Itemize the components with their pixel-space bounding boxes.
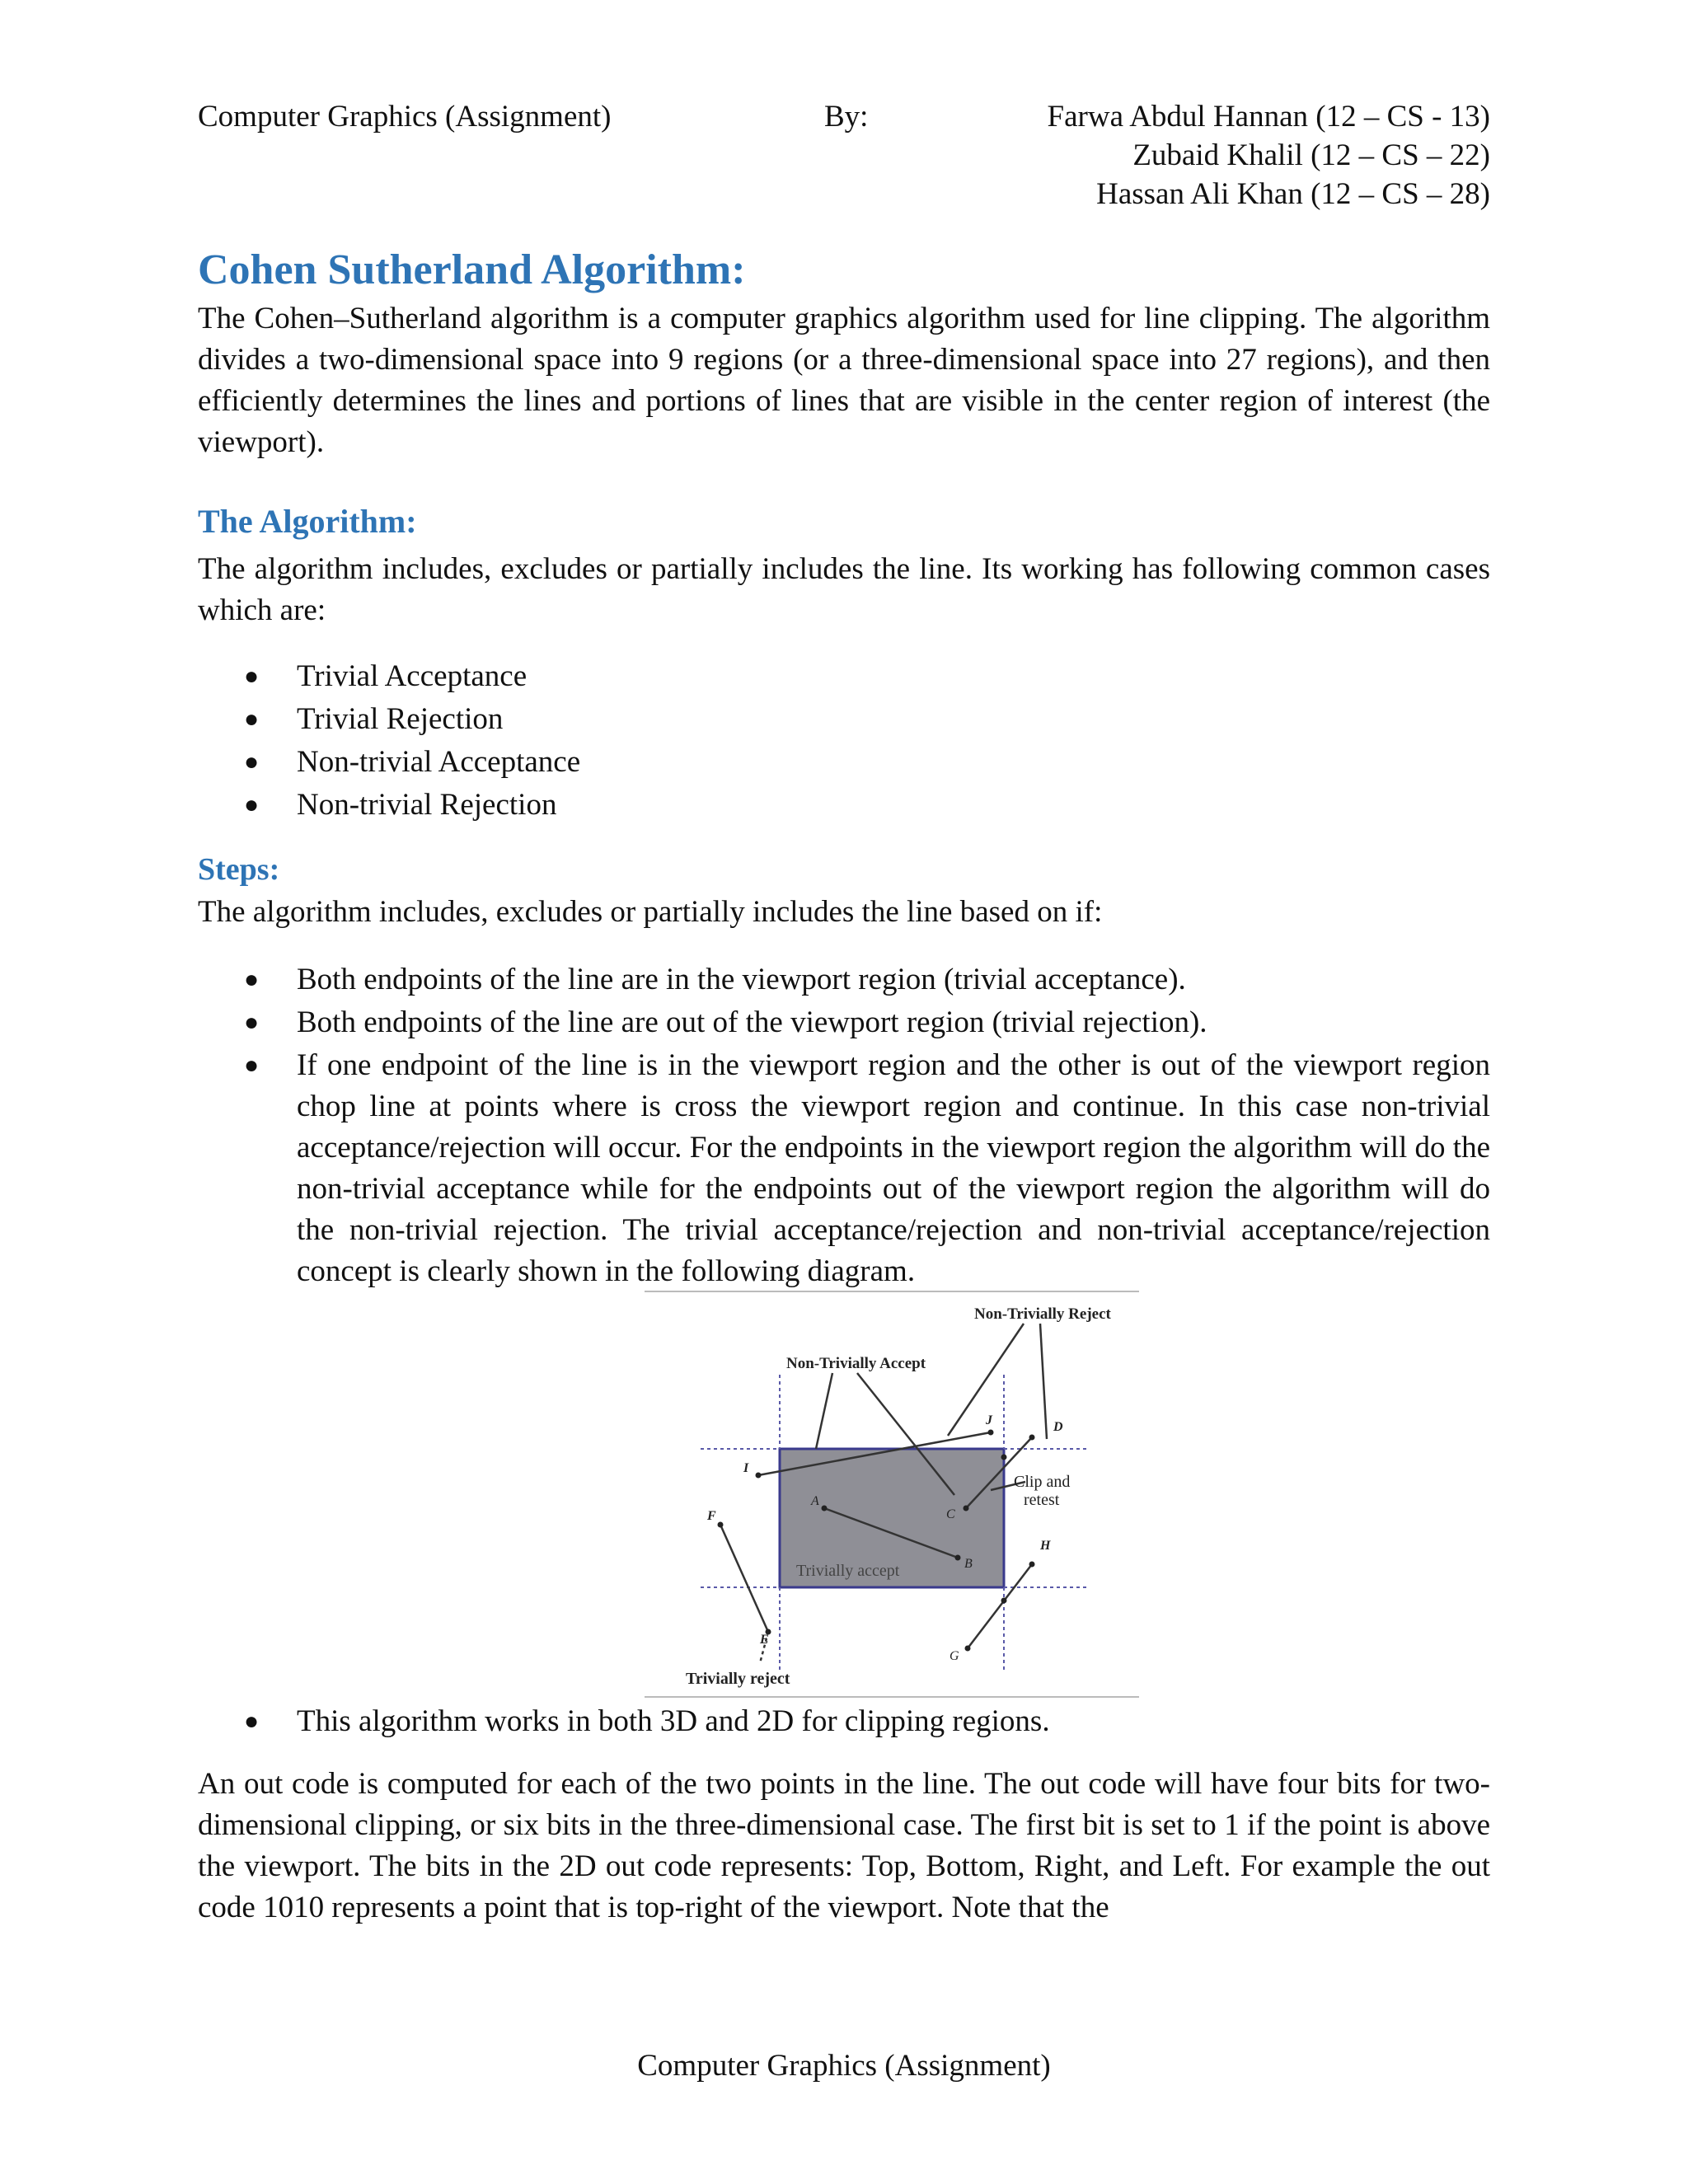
label-D: D (1053, 1420, 1063, 1434)
author-2: Zubaid Khalil (12 – CS – 22) (1132, 138, 1490, 172)
figure-bottom-rule (645, 1696, 1139, 1698)
header-course: Computer Graphics (Assignment) (198, 100, 612, 134)
label-G: G (950, 1649, 959, 1663)
label-C: C (946, 1507, 955, 1521)
label-E: E (760, 1633, 769, 1647)
clipping-diagram (645, 1292, 1139, 1696)
cases-list (198, 656, 1490, 826)
steps-intro: The algorithm includes, excludes or partially includes the line based on if: (198, 895, 1103, 929)
label-clip-and-2: retest (1024, 1491, 1060, 1509)
section-paragraph-cohen: The Cohen–Sutherland algorithm is a computer graphics algorithm used for line clipping. The algorithm divides a two-dimensional space into 9 regions (or a three-dimensional space into 27 regions), and then efficiently determines the lines and portions of lines that are visible in the center region of interest (the viewport). (198, 302, 1490, 459)
header-authors (1048, 97, 1490, 213)
label-trivially-reject: Trivially reject (686, 1670, 790, 1688)
steps-title: Steps: (198, 852, 280, 887)
list-item: ● Trivial Acceptance (244, 659, 528, 693)
page-header (198, 97, 1490, 221)
label-I: I (743, 1461, 749, 1475)
list-item: ● Both endpoints of the line are out of the viewport region (trivial rejection). (244, 1005, 1207, 1039)
label-clip-and-1: Clip and (1014, 1473, 1071, 1491)
label-J: J (986, 1413, 992, 1427)
clipping-diagram-svg (645, 1292, 1139, 1696)
label-B: B (964, 1557, 973, 1571)
label-non-trivially-reject: Non-Trivially Reject (974, 1305, 1111, 1323)
label-non-trivially-accept: Non-Trivially Accept (786, 1355, 926, 1372)
author-1: Farwa Abdul Hannan (12 – CS - 13) (1047, 100, 1490, 134)
label-A: A (811, 1494, 819, 1508)
section-paragraph-algorithm: The algorithm includes, excludes or partially includes the line. Its working has following common cases which are: (198, 552, 1490, 627)
list-item: ● Both endpoints of the line are in the viewport region (trivial acceptance). (244, 963, 1186, 996)
pointer-reject-2 (1040, 1324, 1047, 1439)
pointer-accept-1 (816, 1373, 832, 1449)
segment-ef (720, 1525, 768, 1632)
steps-list (198, 959, 1490, 1292)
label-trivially-accept: Trivially accept (796, 1562, 900, 1580)
steps-list-continued (198, 1701, 1490, 1742)
list-item: ● Non-trivial Acceptance (244, 745, 581, 779)
list-item: ● This algorithm works in both 3D and 2D for clipping regions. (244, 1704, 1050, 1738)
page-footer: Computer Graphics (Assignment) (637, 2049, 1051, 2083)
label-F: F (707, 1509, 716, 1523)
outcode-paragraph: An out code is computed for each of the two points in the line. The out code will have four bits for two-dimensional clipping, or six bits in the three-dimensional case. The first bit is set to 1 if the point is above the viewport. The bits in the 2D out code represents: Top, Bottom, Right, and Left. For example the out code 1010 represents a point that is top-right of the viewport. Note that the (198, 1767, 1490, 1924)
list-item: ● Trivial Rejection (244, 702, 504, 736)
header-by: By: (824, 100, 869, 134)
section-title-cohen: Cohen Sutherland Algorithm: (198, 246, 746, 293)
author-3: Hassan Ali Khan (12 – CS – 28) (1096, 177, 1490, 211)
list-item: ● If one endpoint of the line is in the viewport region and the other is out of the viewport region chop line at points where is cross the viewport region and continue. In this case non-trivial acceptance/rejection will occur. For the endpoints in the viewport region the algorithm will do the non-trivial acceptance while for the endpoints out of the viewport region the algorithm will do the non-trivial rejection. The trivial acceptance/rejection and non-trivial acceptance/rejection concept is clearly shown in the following diagram. (244, 1048, 1490, 1288)
label-H: H (1040, 1539, 1051, 1553)
list-item: ● Non-trivial Rejection (244, 788, 557, 822)
section-title-algorithm: The Algorithm: (198, 503, 417, 540)
